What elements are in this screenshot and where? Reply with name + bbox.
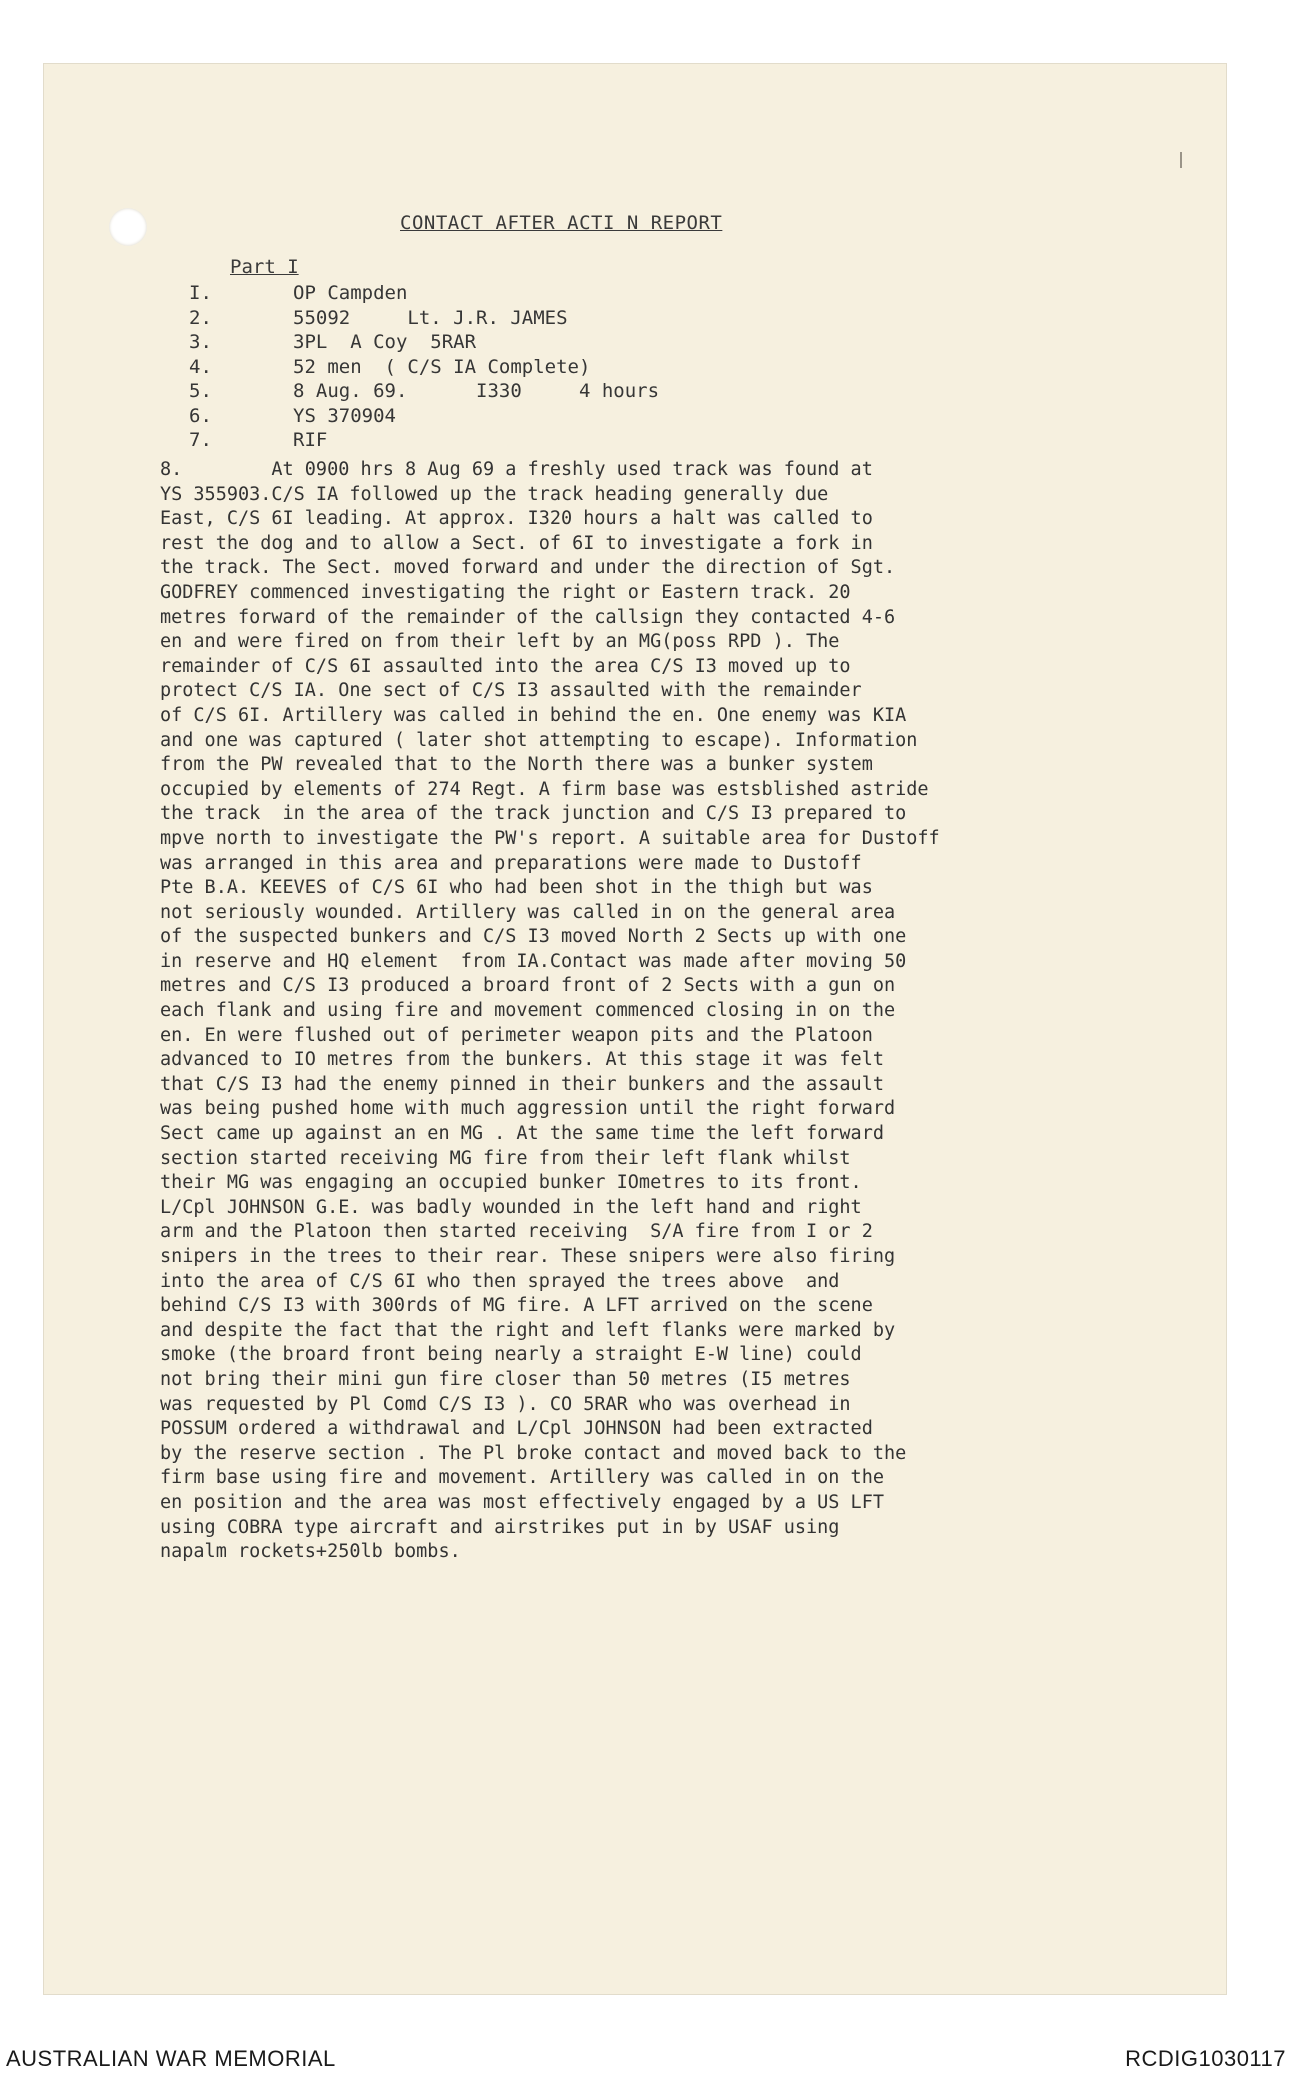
item-row <box>189 429 659 454</box>
part-heading: Part I <box>230 256 299 278</box>
narrative-line: was being pushed home with much aggression until the right forward <box>160 1098 896 1120</box>
narrative-line: each flank and using fire and movement commenced closing in on the <box>160 1000 896 1022</box>
item-row <box>189 331 659 356</box>
narrative-line: Sect came up against an en MG . At the same time the left forward <box>160 1123 884 1145</box>
item-number: 6. <box>189 404 212 427</box>
narrative-line: napalm rockets+250lb bombs. <box>160 1541 461 1563</box>
narrative-line: East, C/S 6I leading. At approx. I320 hours a halt was called to <box>160 508 873 530</box>
narrative-line: using COBRA type aircraft and airstrikes put in by USAF using <box>160 1516 840 1538</box>
item-row <box>189 282 659 307</box>
narrative-line: and despite the fact that the right and left flanks were marked by <box>160 1319 896 1341</box>
narrative-line: metres and C/S I3 produced a broard front of 2 Sects with a gun on <box>160 975 896 997</box>
report-title: CONTACT AFTER ACTI N REPORT <box>400 212 723 234</box>
narrative-text <box>160 458 1090 1565</box>
narrative-line: occupied by elements of 274 Regt. A firm base was estsblished astride <box>160 778 929 800</box>
narrative-line: 8. At 0900 hrs 8 Aug 69 a freshly used track was found at <box>160 459 873 480</box>
item-row <box>189 356 659 381</box>
narrative-line: L/Cpl JOHNSON G.E. was badly wounded in the left hand and right <box>160 1196 862 1218</box>
narrative-line: by the reserve section . The Pl broke contact and moved back to the <box>160 1442 907 1464</box>
item-row <box>189 405 659 430</box>
narrative-line: rest the dog and to allow a Sect. of 6I to investigate a fork in <box>160 532 873 554</box>
item-value: 55092 Lt. J.R. JAMES <box>293 306 568 329</box>
item-number: 2. <box>189 306 212 329</box>
item-value: 52 men ( C/S IA Complete) <box>293 355 591 378</box>
pencil-mark <box>1180 152 1182 168</box>
narrative-line: POSSUM ordered a withdrawal and L/Cpl JOHNSON had been extracted <box>160 1418 873 1440</box>
punch-hole <box>109 208 147 246</box>
item-row <box>189 307 659 332</box>
narrative-line: and one was captured ( later shot attempting to escape). Information <box>160 729 918 751</box>
item-value: 3PL A Coy 5RAR <box>293 331 477 353</box>
narrative-line: remainder of C/S 6I assaulted into the area C/S I3 moved up to <box>160 655 851 677</box>
footer-source: AUSTRALIAN WAR MEMORIAL <box>6 2046 336 2071</box>
narrative-line: from the PW revealed that to the North there was a bunker system <box>160 754 873 776</box>
narrative-line: of C/S 6I. Artillery was called in behind the en. One enemy was KIA <box>160 704 907 726</box>
narrative-line: en. En were flushed out of perimeter weapon pits and the Platoon <box>160 1024 873 1046</box>
narrative-line: their MG was engaging an occupied bunker IOmetres to its front. <box>160 1172 862 1194</box>
footer-reference: RCDIG1030117 <box>1125 2046 1286 2071</box>
item-number: 4. <box>189 355 212 378</box>
narrative-line: mpve north to investigate the PW's report. A suitable area for Dustoff <box>160 827 940 849</box>
narrative-line: was arranged in this area and preparations were made to Dustoff <box>160 852 862 874</box>
narrative-line: into the area of C/S 6I who then sprayed the trees above and <box>160 1270 840 1292</box>
item-value: RIF <box>293 429 328 451</box>
item-number: 3. <box>189 331 212 353</box>
narrative-line: GODFREY commenced investigating the right or Eastern track. 20 <box>160 581 851 603</box>
narrative-line: metres forward of the remainder of the callsign they contacted 4-6 <box>160 606 896 628</box>
narrative-line: firm base using fire and movement. Artillery was called in on the <box>160 1467 884 1489</box>
narrative-line: not bring their mini gun fire closer than 50 metres (I5 metres <box>160 1368 851 1390</box>
narrative-line: en position and the area was most effectively engaged by a US LFT <box>160 1491 884 1513</box>
narrative-line: smoke (the broard front being nearly a straight E-W line) could <box>160 1344 862 1366</box>
item-number: 5. <box>189 380 212 402</box>
item-value: 8 Aug. 69. I330 4 hours <box>293 380 660 402</box>
narrative-line: advanced to IO metres from the bunkers. At this stage it was felt <box>160 1049 884 1071</box>
narrative-line: that C/S I3 had the enemy pinned in their bunkers and the assault <box>160 1073 884 1095</box>
narrative-line: in reserve and HQ element from IA.Contact was made after moving 50 <box>160 950 907 972</box>
narrative-line: arm and the Platoon then started receiving S/A fire from I or 2 <box>160 1221 873 1243</box>
item-number: I. <box>189 282 212 304</box>
narrative-line: Pte B.A. KEEVES of C/S 6I who had been shot in the thigh but was <box>160 877 873 899</box>
narrative-line: of the suspected bunkers and C/S I3 moved North 2 Sects up with one <box>160 926 907 948</box>
narrative-line: behind C/S I3 with 300rds of MG fire. A LFT arrived on the scene <box>160 1295 873 1317</box>
numbered-items <box>189 282 659 454</box>
item-value: OP Campden <box>293 282 408 304</box>
narrative-line: was requested by Pl Comd C/S I3 ). CO 5RAR who was overhead in <box>160 1393 851 1415</box>
narrative-line: en and were fired on from their left by an MG(poss RPD ). The <box>160 631 840 653</box>
item-value: YS 370904 <box>293 404 396 427</box>
narrative-line: snipers in the trees to their rear. These snipers were also firing <box>160 1246 896 1267</box>
narrative-line: YS 355903.C/S IA followed up the track heading generally due <box>160 483 829 505</box>
narrative-line: protect C/S IA. One sect of C/S I3 assaulted with the remainder <box>160 680 862 702</box>
narrative-line: the track in the area of the track junction and C/S I3 prepared to <box>160 803 907 825</box>
item-row <box>189 380 659 405</box>
narrative-line: the track. The Sect. moved forward and under the direction of Sgt. <box>160 557 896 579</box>
narrative-line: not seriously wounded. Artillery was called in on the general area <box>160 901 896 923</box>
narrative-line: section started receiving MG fire from their left flank whilst <box>160 1147 851 1169</box>
item-number: 7. <box>189 429 212 451</box>
